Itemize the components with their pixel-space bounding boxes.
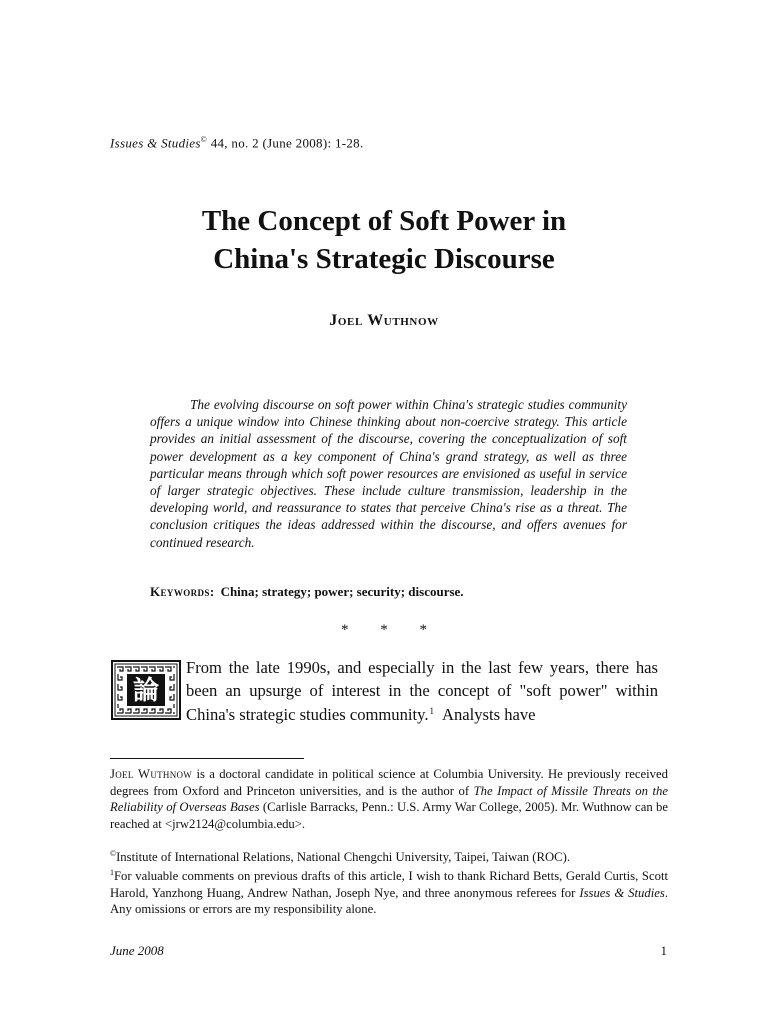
author-name: Joel Wuthnow (329, 312, 439, 329)
title-line-1: The Concept of Soft Power in (201, 205, 567, 237)
footnote-divider (110, 758, 304, 759)
keywords-label: Keywords: (150, 584, 215, 599)
bio-author-name: Joel Wuthnow (110, 767, 193, 781)
title-line-2: China's Strategic Discourse (213, 243, 555, 275)
institution-text: Institute of International Relations, National Chengchi University, Taipei, Taiwan (ROC). (116, 850, 571, 865)
footnote-acknowledgments (110, 865, 668, 918)
body-text-start: From the late 1990s, and especially in the last few years, there has been an upsurge of interest in the concept of "soft power" within China's strategic studies community. (186, 658, 658, 724)
journal-citation (110, 135, 364, 151)
ack-journal-name: Issues & Studies (579, 885, 665, 900)
abstract: The evolving discourse on soft power within China's strategic studies community offers a unique window into Chinese thinking about non-coercive strategy. This article provides an initial assessment of the discourse, covering the conceptualization of soft power development as a key component of China's grand strategy, as well as three particular means through which soft power resources are envisioned as useful in service of larger strategic objectives. These include culture transmission, leadership in the developing world, and reassurance to states that perceive China's rise as a threat. The conclusion critiques the ideas addressed within the discourse, and offers avenues for continued research. (150, 397, 627, 550)
keywords-value: China; strategy; power; security; discourse. (220, 584, 464, 599)
institution-copyright-mark: © (110, 849, 117, 858)
article-title (0, 202, 768, 278)
keywords (150, 584, 464, 600)
journal-name: Issues & Studies (110, 135, 201, 151)
citation-details: 44, no. 2 (June 2008): 1-28. (207, 135, 364, 151)
page-number: 1 (660, 943, 667, 958)
svg-text:論: 論 (132, 676, 160, 706)
body-text-end: Analysts have (442, 704, 536, 724)
footnote-institution (110, 846, 668, 866)
bio-text-1: is a doctoral candidate in political science at Columbia University. He previously received degrees from Oxford and Princeton universities, and is the author of (110, 767, 668, 798)
footer-date: June 2008 (110, 943, 164, 958)
footnote-marker-1: 1 (110, 868, 114, 877)
seal-ornament-icon (111, 660, 181, 720)
bio-text-2: (Carlisle Barracks, Penn.: U.S. Army War College, 2005). Mr. Wuthnow can be reached at <jrw2124@columbia.edu>. (110, 800, 668, 831)
footnote-author-bio (110, 766, 668, 832)
section-separator: * * * (341, 622, 441, 638)
copyright-mark: © (200, 135, 208, 144)
ack-text-1: For valuable comments on previous drafts of this article, I wish to thank Richard Betts, Gerald Curtis, Scott Harold, Yanzhong Huang, Andrew Nathan, Joseph Nye, and three anonymous referees for (110, 869, 668, 900)
footnote-ref-1[interactable]: 1 (429, 705, 434, 716)
ack-text-2: . Any omissions or errors are my responsibility alone. (110, 885, 668, 917)
body-paragraph (186, 656, 658, 726)
bio-book-title: The Impact of Missile Threats on the Reliability of Overseas Bases (110, 783, 668, 815)
